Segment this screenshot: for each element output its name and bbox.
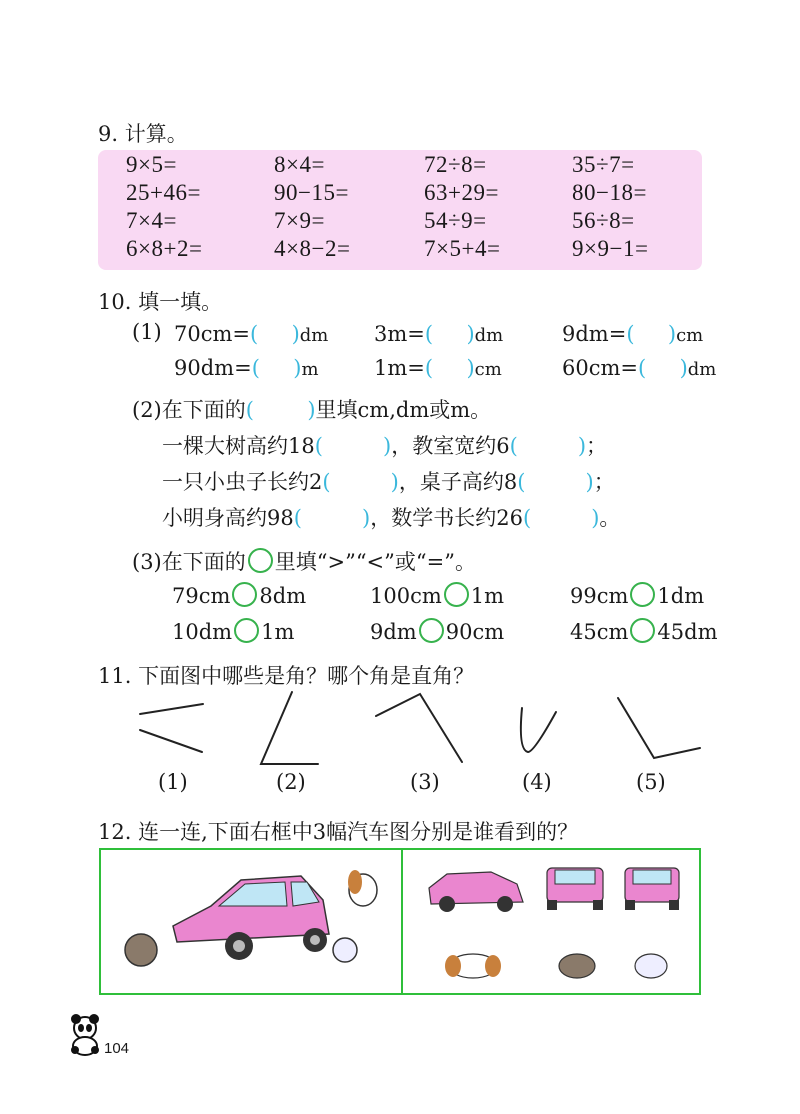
conv-left: 9dm= — [562, 322, 627, 346]
q10-p3-label: (3) — [132, 550, 162, 574]
calc-item: 7×4= — [126, 208, 177, 233]
compare-right: 1m — [470, 584, 505, 608]
conv-left: 1m= — [374, 356, 425, 380]
blank-paren[interactable]: ( ) — [293, 506, 371, 530]
calc-item: 7×5+4= — [424, 236, 501, 261]
calc-item: 8×4= — [274, 152, 325, 177]
angle-figure-2 — [261, 692, 318, 764]
q10-p2-text-a: 在下面的 — [161, 398, 246, 422]
compare-left: 100cm — [370, 584, 442, 608]
angle-figure-4 — [521, 708, 556, 752]
blank-paren: ( ) — [245, 398, 316, 422]
compare-right: 1m — [261, 620, 295, 644]
blank-paren[interactable]: ( ) — [424, 356, 475, 380]
angle-label: (1) — [158, 770, 188, 794]
blank-paren[interactable]: ( ) — [638, 356, 688, 380]
compare-right: 90cm — [445, 620, 505, 644]
angle-figure-1 — [140, 704, 203, 752]
estimate-text: ； — [593, 470, 615, 494]
q11-title: 11. 下面图中哪些是角？哪个角是直角？ — [98, 664, 475, 688]
hedgehog-icon — [125, 934, 157, 966]
angle-figure-5 — [618, 698, 700, 758]
compare-left: 9dm — [370, 620, 417, 644]
blank-paren[interactable]: ( ) — [626, 322, 677, 346]
estimate-text: 一棵大树高约18 — [162, 434, 315, 458]
angle-figure-3 — [376, 694, 462, 762]
calc-item: 90−15= — [274, 180, 349, 205]
calc-item: 9×5= — [126, 152, 177, 177]
estimate-text: 一只小虫子长约2 — [162, 470, 323, 494]
mouse-icon — [333, 938, 357, 962]
car-views-illustration — [429, 868, 679, 978]
blank-paren[interactable]: ( ) — [517, 470, 594, 494]
conv-unit: dm — [474, 325, 504, 346]
angle-label: (3) — [410, 770, 440, 794]
compare-right: 1dm — [657, 584, 705, 608]
compare-right: 8dm — [259, 584, 307, 608]
compare-left: 99cm — [570, 584, 629, 608]
compare-left: 45cm — [570, 620, 629, 644]
angle-label: (5) — [636, 770, 666, 794]
blank-paren[interactable]: ( ) — [509, 434, 587, 458]
conv-left: 70cm= — [174, 322, 250, 346]
calc-item: 54÷9= — [424, 208, 487, 233]
blank-paren[interactable]: ( ) — [251, 356, 302, 380]
calc-item: 63+29= — [424, 180, 499, 205]
conv-unit: cm — [676, 325, 704, 346]
conv-left: 3m= — [374, 322, 425, 346]
calc-item: 72÷8= — [424, 152, 487, 177]
q10-title: 10. 填一填。 — [98, 290, 223, 314]
conv-unit: dm — [687, 359, 717, 380]
conv-left: 90dm= — [174, 356, 252, 380]
q12-illustration — [101, 850, 699, 993]
calc-item: 56÷8= — [572, 208, 635, 233]
q10-p2-text-b: 里填cm,dm或m。 — [315, 398, 492, 422]
calc-item: 4×8−2= — [274, 236, 351, 261]
angle-label: (4) — [522, 770, 552, 794]
q10-p1-label: (1) — [132, 320, 162, 344]
compare-left: 10dm — [172, 620, 233, 644]
q10-p3-text-b: 里填“>”“<”或“=”。 — [274, 550, 476, 574]
conv-unit: dm — [299, 325, 329, 346]
blank-paren[interactable]: ( ) — [424, 322, 475, 346]
calc-item: 7×9= — [274, 208, 325, 233]
calc-item: 25+46= — [126, 180, 201, 205]
angle-label: (2) — [276, 770, 306, 794]
q10-p2-label: (2) — [132, 398, 162, 422]
calc-item: 80−18= — [572, 180, 647, 205]
car-scene-illustration — [125, 870, 377, 966]
q10-p3-text-a: 在下面的 — [161, 550, 246, 574]
estimate-text: 。 — [599, 506, 621, 530]
conv-unit: cm — [474, 359, 502, 380]
page-number: 104 — [104, 1040, 130, 1057]
q12-frame — [99, 848, 701, 995]
conv-left: 60cm= — [562, 356, 638, 380]
calc-item: 6×8+2= — [126, 236, 203, 261]
blank-paren[interactable]: ( ) — [322, 470, 399, 494]
estimate-text: ，教室宽约6 — [391, 434, 510, 458]
q12-title: 12. 连一连,下面右框中3幅汽车图分别是谁看到的？ — [98, 820, 579, 844]
estimate-text: ，桌子高约8 — [398, 470, 518, 494]
estimate-text: ，数学书长约26 — [370, 506, 523, 530]
hedgehog-face-icon — [559, 954, 595, 978]
estimate-text: ； — [586, 434, 608, 458]
mouse-face-icon — [635, 954, 667, 978]
blank-paren[interactable]: ( ) — [314, 434, 392, 458]
q9-title: 9. 计算。 — [98, 122, 188, 146]
panda-icon — [66, 1014, 104, 1056]
calc-item: 9×9−1= — [572, 236, 649, 261]
calc-item: 35÷7= — [572, 152, 635, 177]
estimate-text: 小明身高约98 — [162, 506, 294, 530]
compare-left: 79cm — [172, 584, 231, 608]
compare-right: 45dm — [657, 620, 718, 644]
blank-paren[interactable]: ( ) — [250, 322, 300, 346]
blank-paren[interactable]: ( ) — [522, 506, 600, 530]
conv-unit: m — [301, 359, 319, 380]
